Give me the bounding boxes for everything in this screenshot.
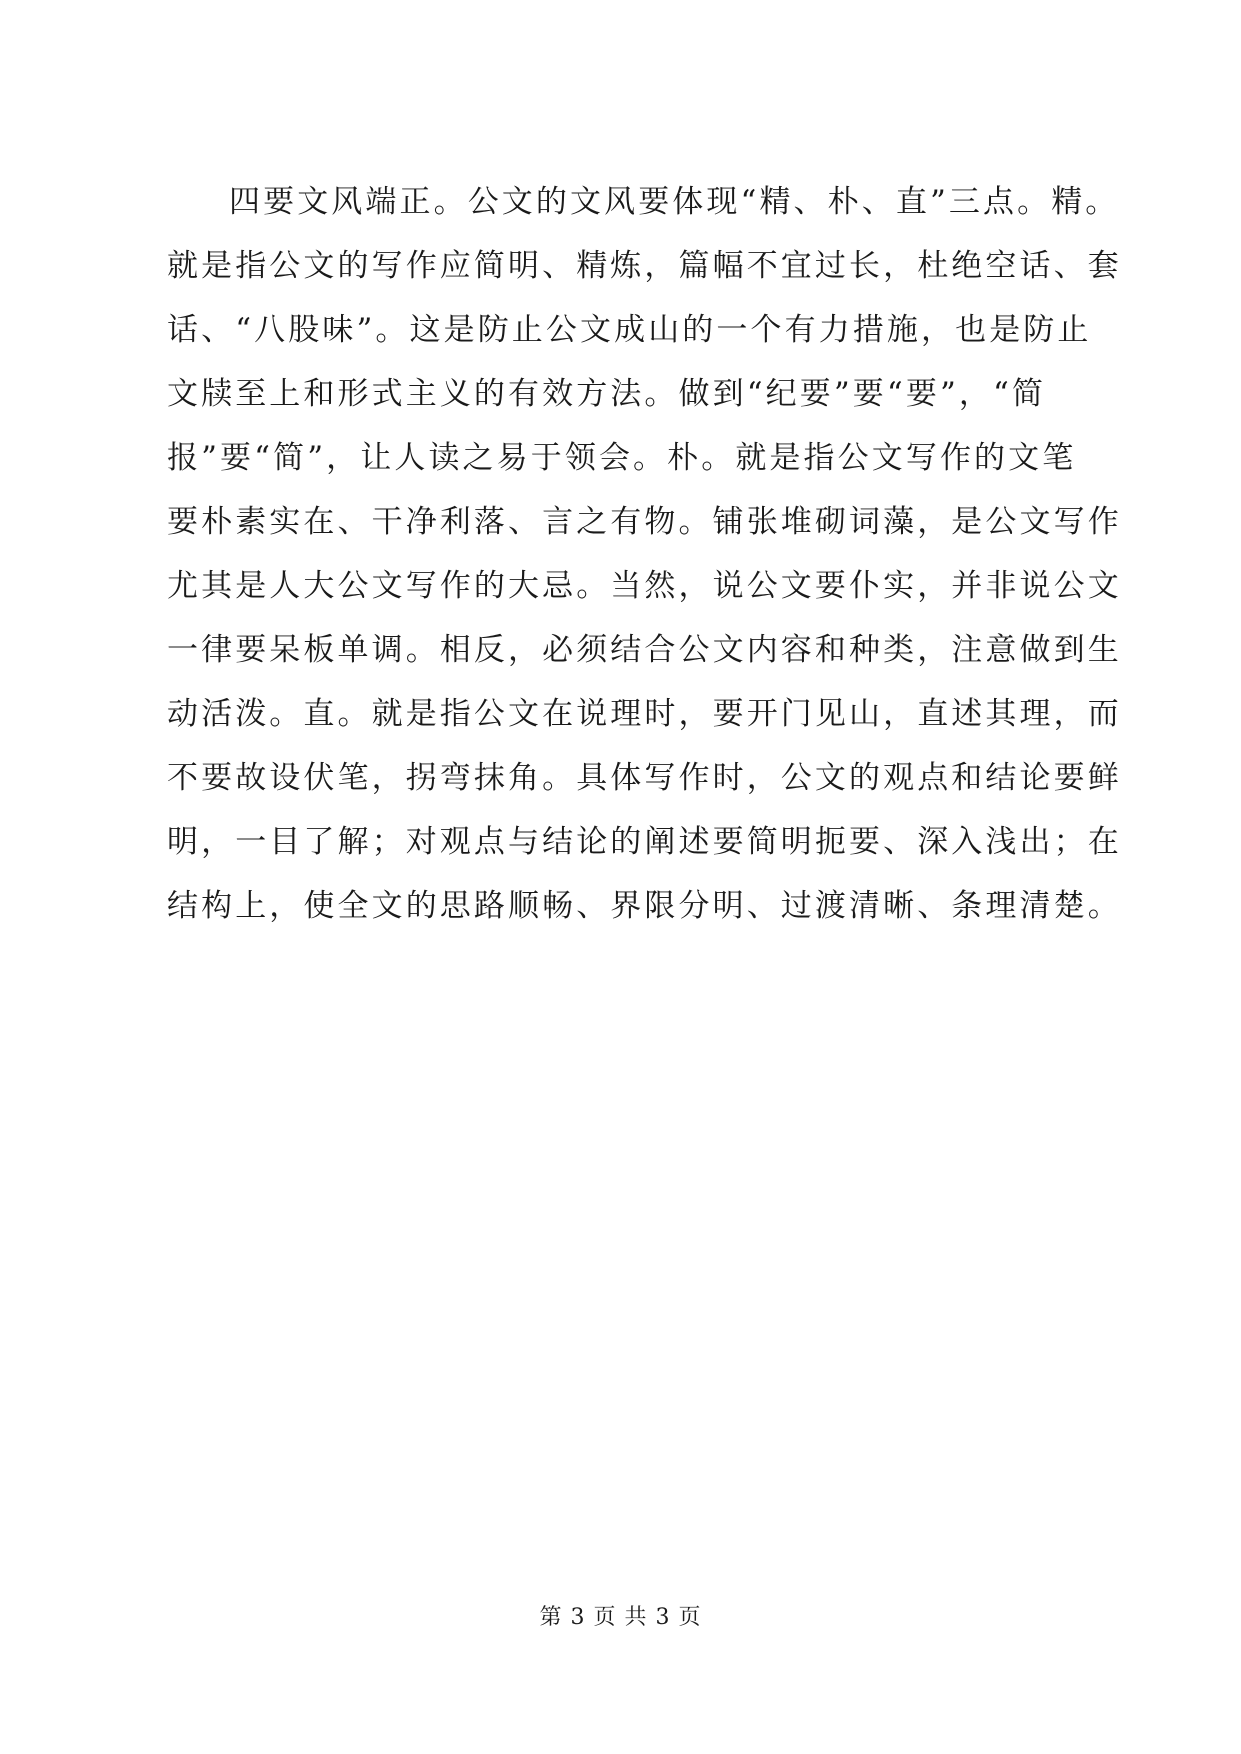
paragraph-line: 一律要呆板单调。相反，必须结合公文内容和种类，注意做到生: [167, 632, 1122, 668]
page-footer: 第 3 页 共 3 页: [539, 1605, 702, 1630]
paragraph-line: 明，一目了解；对观点与结论的阐述要简明扼要、深入浅出；在: [167, 824, 1122, 860]
paragraph-line: 尤其是人大公文写作的大忌。当然，说公文要仆实，并非说公文: [167, 568, 1122, 604]
body-paragraph: [167, 170, 1122, 938]
paragraph-line: 动活泼。直。就是指公文在说理时，要开门见山，直述其理，而: [167, 696, 1122, 732]
paragraph-line: 就是指公文的写作应简明、精炼，篇幅不宜过长，杜绝空话、套: [167, 248, 1122, 284]
paragraph-line: 结构上，使全文的思路顺畅、界限分明、过渡清晰、条理清楚。: [167, 888, 1122, 924]
paragraph-line: 不要故设伏笔，拐弯抹角。具体写作时，公文的观点和结论要鲜: [167, 760, 1122, 796]
paragraph-line: 报”要“简”，让人读之易于领会。朴。就是指公文写作的文笔: [167, 440, 1077, 476]
paragraph-line: 四要文风端正。公文的文风要体现“精、朴、直”三点。精。: [229, 184, 1120, 220]
paragraph-line: 文牍至上和形式主义的有效方法。做到“纪要”要“要”，“简: [167, 376, 1047, 412]
paragraph-line: 话、“八股味”。这是防止公文成山的一个有力措施，也是防止: [167, 312, 1092, 348]
paragraph-line: 要朴素实在、干净利落、言之有物。铺张堆砌词藻，是公文写作: [167, 504, 1122, 540]
